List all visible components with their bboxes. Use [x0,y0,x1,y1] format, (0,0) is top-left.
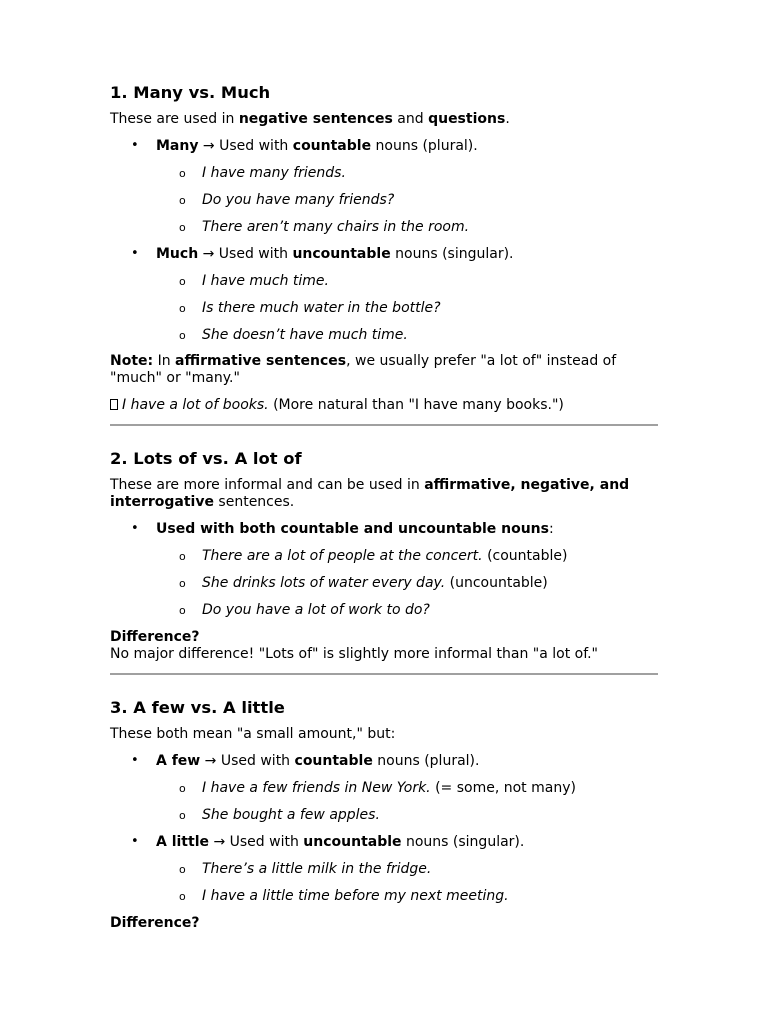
sub-bullet-icon: o [179,194,186,207]
example-text: There are a lot of people at the concert. [202,548,483,564]
rest-text: nouns (singular). [390,246,514,262]
noun-kind: uncountable [303,834,402,850]
list-item [156,601,658,619]
list-item [156,574,658,592]
intro-bold: affirmative, negative, and interrogative [110,477,630,510]
sub-bullet-icon: o [179,604,186,617]
noun-kind: countable [292,138,372,154]
intro-text: These are more informal and can be used in [110,477,425,493]
note-text: In [153,353,176,369]
note-bold: affirmative sentences [175,353,347,369]
list-item [156,326,658,344]
example-note: (= some, not many) [430,780,576,796]
example-text: Is there much water in the bottle? [202,300,441,316]
intro-text: and [392,111,429,127]
section-divider [110,424,658,426]
note-text: , we usually prefer "a lot of" instead of "much" or "many." [110,353,617,386]
list-item [156,779,658,797]
list-item [156,806,658,824]
list-item-few [110,752,658,824]
intro-bold: questions [428,111,506,127]
sub-bullet-icon: o [179,890,186,903]
list-item [156,191,658,209]
note-label: Note: [110,353,154,369]
intro-text: These are used in [110,111,239,127]
note-paragraph [110,353,658,387]
list-item-little [110,833,658,905]
example-text: I have much time. [202,273,329,289]
example-text: There aren’t many chairs in the room. [202,219,470,235]
section-divider [110,673,658,675]
difference-text: No major difference! "Lots of" is slightly more informal than "a lot of." [110,646,598,662]
noun-kind: countable [294,753,373,769]
difference-heading: Difference? [110,629,200,645]
bullet-icon: • [131,246,139,261]
term: Used with both countable and uncountable nouns [156,521,549,537]
term: A little [156,834,209,850]
tip-line [110,396,658,414]
example-text: I have many friends. [202,165,346,181]
example-text: She bought a few apples. [202,807,380,823]
document-content [110,84,658,932]
example-text: I have a few friends in New York. [202,780,431,796]
missing-glyph-icon [110,399,118,410]
intro-text: . [505,111,510,127]
list-item [156,299,658,317]
list-item [156,218,658,236]
section-lots-of [110,450,658,675]
list-item-many [110,137,658,236]
example-list [156,547,658,619]
example-text: I have a little time before my next meeting. [202,888,509,904]
sub-bullet-icon: o [179,329,186,342]
sub-bullet-icon: o [179,275,186,288]
arrow-text: → Used with [200,753,295,769]
bullet-icon: • [131,138,139,153]
example-list [156,860,658,905]
arrow-text: → Used with [198,246,293,262]
example-note: (countable) [482,548,568,564]
noun-kind: uncountable [292,246,391,262]
sub-bullet-icon: o [179,577,186,590]
intro-text: sentences. [213,494,295,510]
bullet-icon: • [131,753,139,768]
list-item [156,547,658,565]
list-item [156,860,658,878]
term: A few [156,753,201,769]
section-intro [110,111,658,128]
example-list [156,164,658,236]
bullet-icon: • [131,521,139,536]
section-many-much [110,84,658,426]
rest-text: : [548,521,554,537]
example-text: Do you have a lot of work to do? [202,602,430,618]
example-text: There’s a little milk in the fridge. [202,861,432,877]
section-title: 1. Many vs. Much [110,83,271,102]
sub-bullet-icon: o [179,809,186,822]
list-item-both [110,520,658,619]
difference-heading: Difference? [110,915,200,931]
tip-example: I have a lot of books. [122,397,269,413]
example-note: (uncountable) [445,575,548,591]
list-item [156,887,658,905]
sub-bullet-icon: o [179,167,186,180]
sub-bullet-icon: o [179,302,186,315]
section-intro [110,477,658,511]
intro-bold: negative sentences [238,111,393,127]
bullet-list [110,752,658,905]
section-title: 3. A few vs. A little [110,698,285,717]
rest-text: nouns (plural). [372,753,480,769]
sub-bullet-icon: o [179,550,186,563]
example-list [156,779,658,824]
sub-bullet-icon: o [179,221,186,234]
list-item-much [110,245,658,344]
example-text: Do you have many friends? [202,192,395,208]
list-item [156,272,658,290]
arrow-text: → Used with [209,834,304,850]
bullet-icon: • [131,834,139,849]
sub-bullet-icon: o [179,782,186,795]
rest-text: nouns (plural). [371,138,478,154]
example-text: She drinks lots of water every day. [202,575,446,591]
sub-bullet-icon: o [179,863,186,876]
list-item [156,164,658,182]
term: Many [156,138,199,154]
section-intro: These both mean "a small amount," but: [110,726,396,742]
rest-text: nouns (singular). [401,834,525,850]
example-list [156,272,658,344]
bullet-list [110,137,658,344]
arrow-text: → Used with [198,138,293,154]
section-title: 2. Lots of vs. A lot of [110,449,302,468]
example-text: She doesn’t have much time. [202,327,408,343]
term: Much [156,246,199,262]
section-few-little [110,699,658,932]
bullet-list [110,520,658,619]
tip-text: (More natural than "I have many books.") [268,397,564,413]
